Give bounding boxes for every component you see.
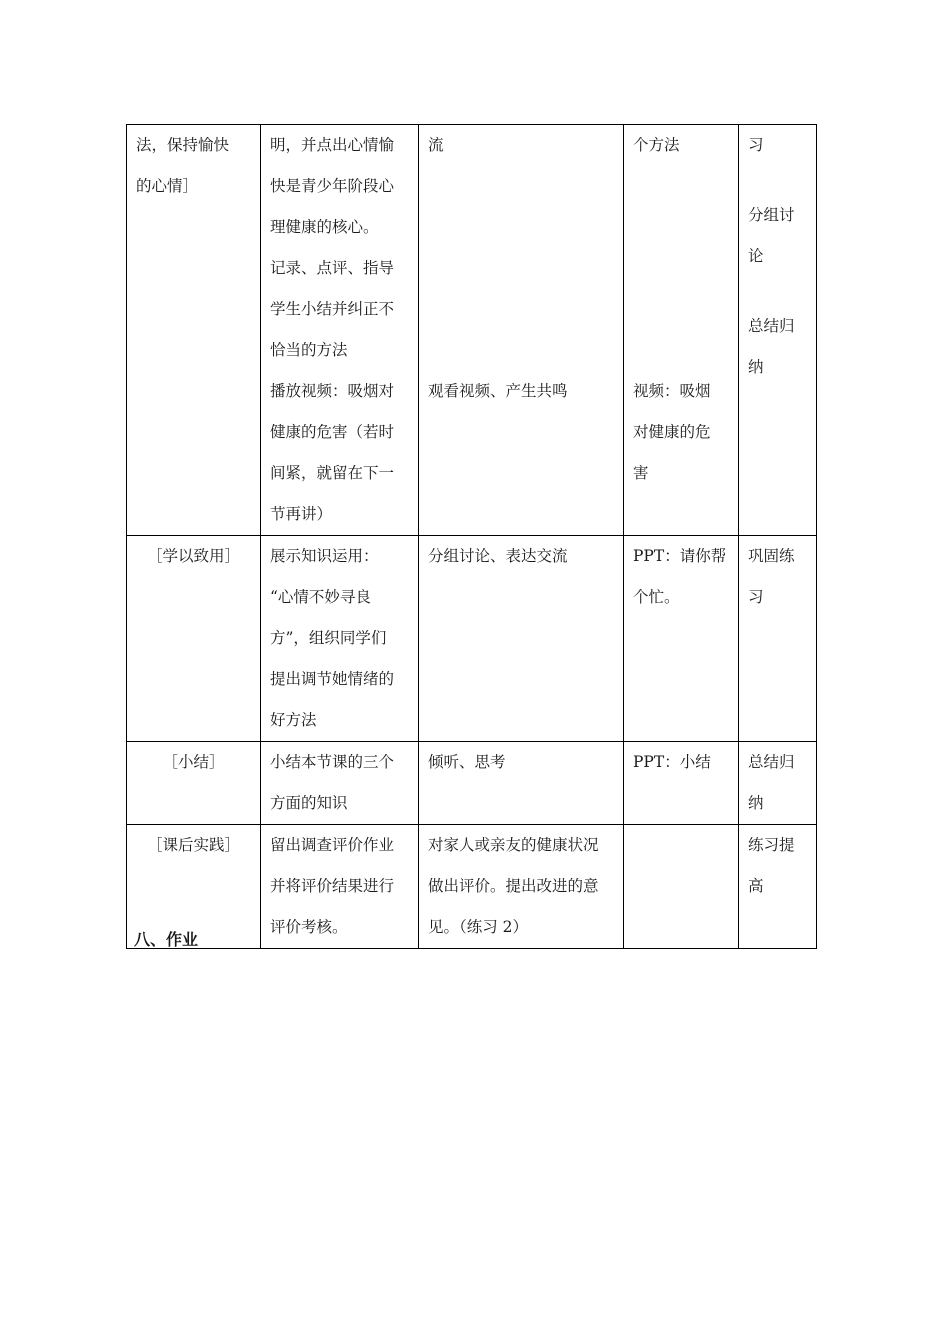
stage-cell: ［小结］ (127, 742, 261, 825)
lesson-plan-table (126, 124, 817, 949)
table-row (127, 825, 817, 949)
student-activity-cell: 流 观看视频、产生共鸣 (419, 125, 624, 536)
section-heading: 八、作业 (134, 930, 199, 949)
method-cell: 练习提 高 (739, 825, 817, 949)
media-cell: 个方法 视频：吸烟 对健康的危 害 (624, 125, 739, 536)
teacher-activity-cell: 留出调查评价作业 并将评价结果进行 评价考核。 (261, 825, 419, 949)
teacher-activity-cell: 小结本节课的三个 方面的知识 (261, 742, 419, 825)
stage-cell: ［课后实践］ (127, 825, 261, 949)
media-cell (624, 825, 739, 949)
teacher-activity-cell: 明，并点出心情愉 快是青少年阶段心 理健康的核心。 记录、点评、指导 学生小结并纠正不 恰当的方法 播放视频：吸烟对 健康的危害（若时 间紧，就留在下一 节再讲） (261, 125, 419, 536)
method-cell: 习 分组讨 论 总结归 纳 (739, 125, 817, 536)
stage-cell: 法，保持愉快 的心情］ (127, 125, 261, 536)
student-activity-cell: 对家人或亲友的健康状况 做出评价。提出改进的意 见。（练习 2） (419, 825, 624, 949)
method-cell: 总结归 纳 (739, 742, 817, 825)
media-cell: PPT：小结 (624, 742, 739, 825)
media-cell: PPT：请你帮 个忙。 (624, 536, 739, 742)
table-row (127, 536, 817, 742)
teacher-activity-cell: 展示知识运用： “心情不妙寻良 方”，组织同学们 提出调节她情绪的 好方法 (261, 536, 419, 742)
stage-cell: ［学以致用］ (127, 536, 261, 742)
student-activity-cell: 倾听、思考 (419, 742, 624, 825)
table-row (127, 742, 817, 825)
method-cell: 巩固练 习 (739, 536, 817, 742)
student-activity-cell: 分组讨论、表达交流 (419, 536, 624, 742)
table-row (127, 125, 817, 536)
